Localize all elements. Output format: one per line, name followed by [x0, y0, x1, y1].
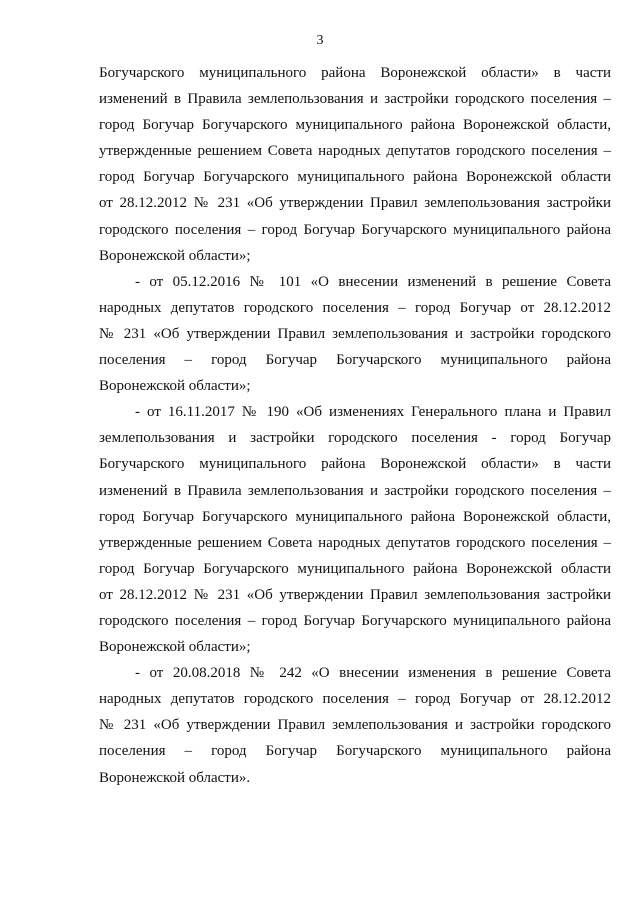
text-line: утвержденные решением Совета народных депутатов городского поселения –: [99, 534, 611, 551]
text-line: - от 20.08.2018 № 242 «О внесении изменения в решение Совета: [135, 665, 611, 682]
text-line: Воронежской области»;: [99, 247, 251, 264]
document-body: [99, 60, 611, 791]
text-line: поселения – город Богучар Богучарского муниципального района: [99, 352, 611, 369]
text-line: Воронежской области»;: [99, 639, 251, 656]
text-line: утвержденные решением Совета народных депутатов городского поселения –: [99, 143, 611, 160]
text-line: народных депутатов городского поселения – город Богучар от 28.12.2012: [99, 691, 611, 708]
text-line: народных депутатов городского поселения – город Богучар от 28.12.2012: [99, 299, 611, 316]
text-line: - от 16.11.2017 № 190 «Об изменениях Генерального плана и Правил: [135, 404, 611, 421]
text-line: изменений в Правила землепользования и застройки городского поселения –: [99, 482, 611, 499]
text-line: от 28.12.2012 № 231 «Об утверждении Правил землепользования застройки: [99, 586, 611, 603]
text-line: город Богучар Богучарского муниципального района Воронежской области,: [99, 117, 611, 134]
text-line: Богучарского муниципального района Воронежской области» в части: [99, 456, 611, 473]
text-line: изменений в Правила землепользования и застройки городского поселения –: [99, 91, 611, 108]
text-line: город Богучар Богучарского муниципального района Воронежской области: [99, 560, 611, 577]
text-line: городского поселения – город Богучар Богучарского муниципального района: [99, 221, 611, 238]
text-line: № 231 «Об утверждении Правил землепользования и застройки городского: [99, 717, 611, 734]
text-line: Богучарского муниципального района Воронежской области» в части: [99, 65, 611, 81]
text-line: - от 05.12.2016 № 101 «О внесении изменений в решение Совета: [135, 273, 611, 290]
text-line: городского поселения – город Богучар Богучарского муниципального района: [99, 612, 611, 629]
text-line: № 231 «Об утверждении Правил землепользования и застройки городского: [99, 325, 611, 342]
text-line: от 28.12.2012 № 231 «Об утверждении Правил землепользования застройки: [99, 195, 611, 212]
text-line: Воронежской области».: [99, 769, 251, 786]
text-line: землепользования и застройки городского поселения - город Богучар: [99, 430, 611, 447]
text-line: Воронежской области»;: [99, 378, 251, 395]
page-number: 3: [316, 33, 324, 48]
text-line: поселения – город Богучар Богучарского муниципального района: [99, 743, 611, 760]
text-line: город Богучар Богучарского муниципального района Воронежской области,: [99, 508, 611, 525]
text-line: город Богучар Богучарского муниципального района Воронежской области: [99, 169, 611, 186]
